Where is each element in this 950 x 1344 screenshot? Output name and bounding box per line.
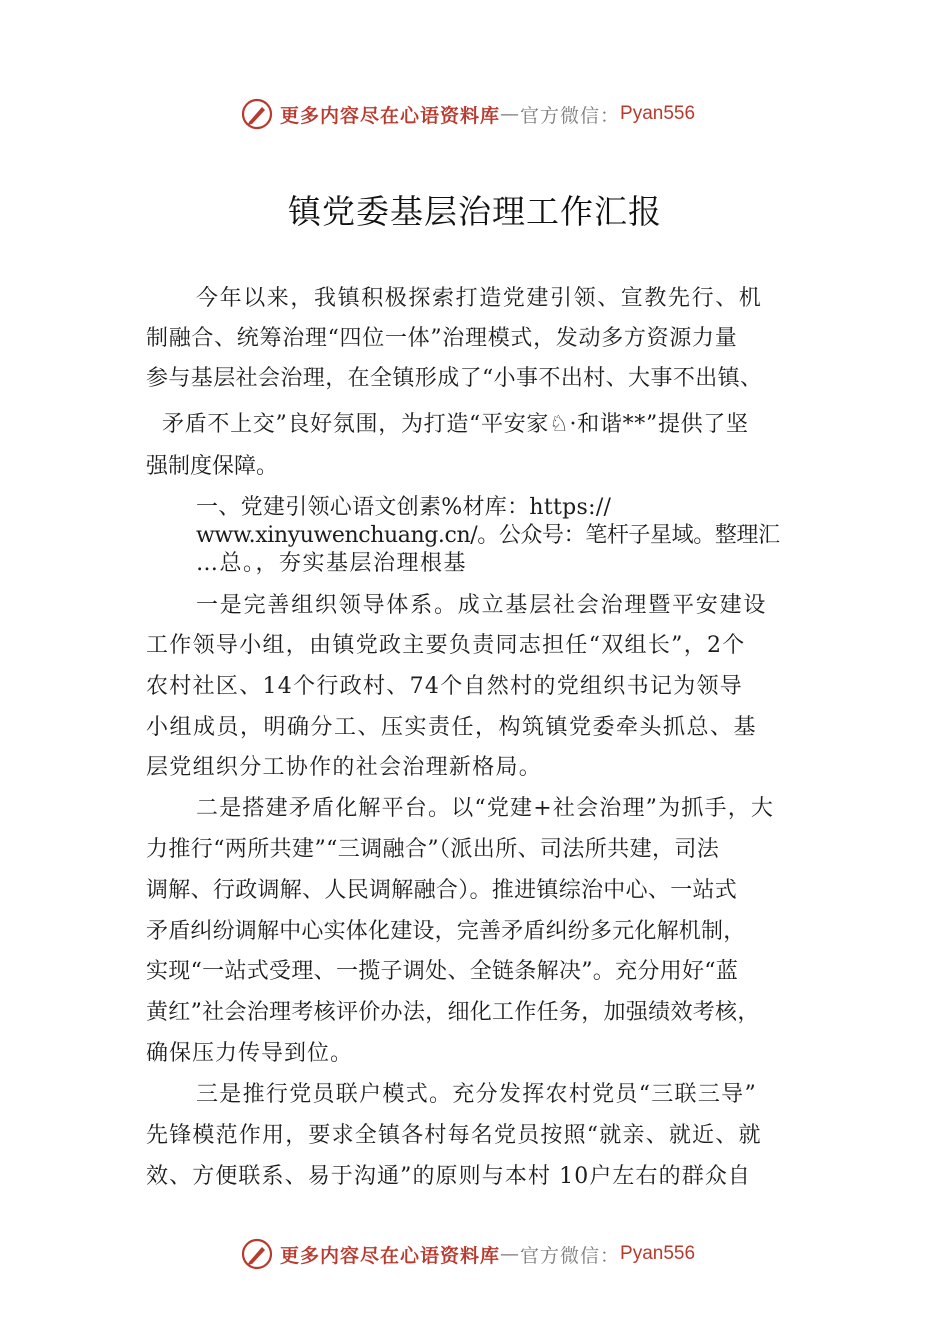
body-line: 三是推行党员联户模式。充分发挥农村党员“三联三导” xyxy=(196,1082,757,1107)
body-line: 参与基层社会治理，在全镇形成了“小事不出村、大事不出镇、 xyxy=(146,366,763,391)
header-watermark-banner xyxy=(240,96,695,132)
section-heading: 一、党建引领心语文创素%材库：https:// xyxy=(196,495,612,520)
body-line: 实现“一站式受理、一揽子调处、全链条解决”。充分用好“蓝 xyxy=(146,959,739,984)
section-heading: www.xinyuwenchuang.cn/。公众号：笔杆子星域。整理汇 xyxy=(196,523,780,548)
banner-separator: — xyxy=(500,1243,521,1265)
body-line: 小组成员，明确分工、压实责任，构筑镇党委牵头抓总、基 xyxy=(146,715,758,740)
pen-logo-icon xyxy=(240,1237,274,1271)
body-line: 力推行“两所共建”“三调融合”（派出所、司法所共建，司法 xyxy=(146,837,720,862)
pen-logo-icon xyxy=(240,97,274,131)
body-line: 农村社区、14个行政村、74个自然村的党组织书记为领导 xyxy=(146,674,744,699)
section-heading: …总。，夯实基层治理根基 xyxy=(196,551,468,576)
body-line: 确保压力传导到位。 xyxy=(146,1041,354,1066)
body-line: 工作领导小组，由镇党政主要负责同志担任“双组长”，2个 xyxy=(146,633,746,658)
banner-contact-label: 官方微信： xyxy=(520,1244,621,1267)
body-line: 制融合、统筹治理“四位一体”治理模式，发动多方资源力量 xyxy=(146,326,738,351)
body-line: 先锋模范作用，要求全镇各村每名党员按照“就亲、就近、就 xyxy=(146,1123,762,1148)
body-line: 今年以来，我镇积极探索打造党建引领、宣教先行、机 xyxy=(196,286,763,311)
body-line: 效、方便联系、易于沟通”的原则与本村 10户左右的群众自 xyxy=(146,1164,752,1189)
body-line: 矛盾不上交”良好氛围，为打造“平安家♘·和谐**”提供了坚 xyxy=(162,412,749,437)
banner-contact-label: 官方微信： xyxy=(520,104,621,127)
body-line: 矛盾纠纷调解中心实体化建设，完善矛盾纠纷多元化解机制， xyxy=(146,919,746,944)
page-title: 镇党委基层治理工作汇报 xyxy=(288,192,662,231)
banner-wechat-id: Pyan556 xyxy=(620,1243,696,1264)
body-line: 调解、行政调解、人民调解融合）。推进镇综治中心、一站式 xyxy=(146,878,738,903)
body-line: 二是搭建矛盾化解平台。以“党建+社会治理”为抓手，大 xyxy=(196,796,775,821)
banner-slogan: 更多内容尽在心语资料库 xyxy=(280,1244,501,1267)
footer-watermark-banner xyxy=(240,1236,695,1272)
banner-wechat-id: Pyan556 xyxy=(620,103,696,124)
body-line: 一是完善组织领导体系。成立基层社会治理暨平安建设 xyxy=(196,593,768,618)
body-line: 强制度保障。 xyxy=(146,454,279,479)
body-line: 层党组织分工协作的社会治理新格局。 xyxy=(146,755,543,780)
body-line: 黄红”社会治理考核评价办法，细化工作任务，加强绩效考核， xyxy=(146,1000,760,1025)
banner-slogan: 更多内容尽在心语资料库 xyxy=(280,104,501,127)
banner-separator: — xyxy=(500,103,521,125)
